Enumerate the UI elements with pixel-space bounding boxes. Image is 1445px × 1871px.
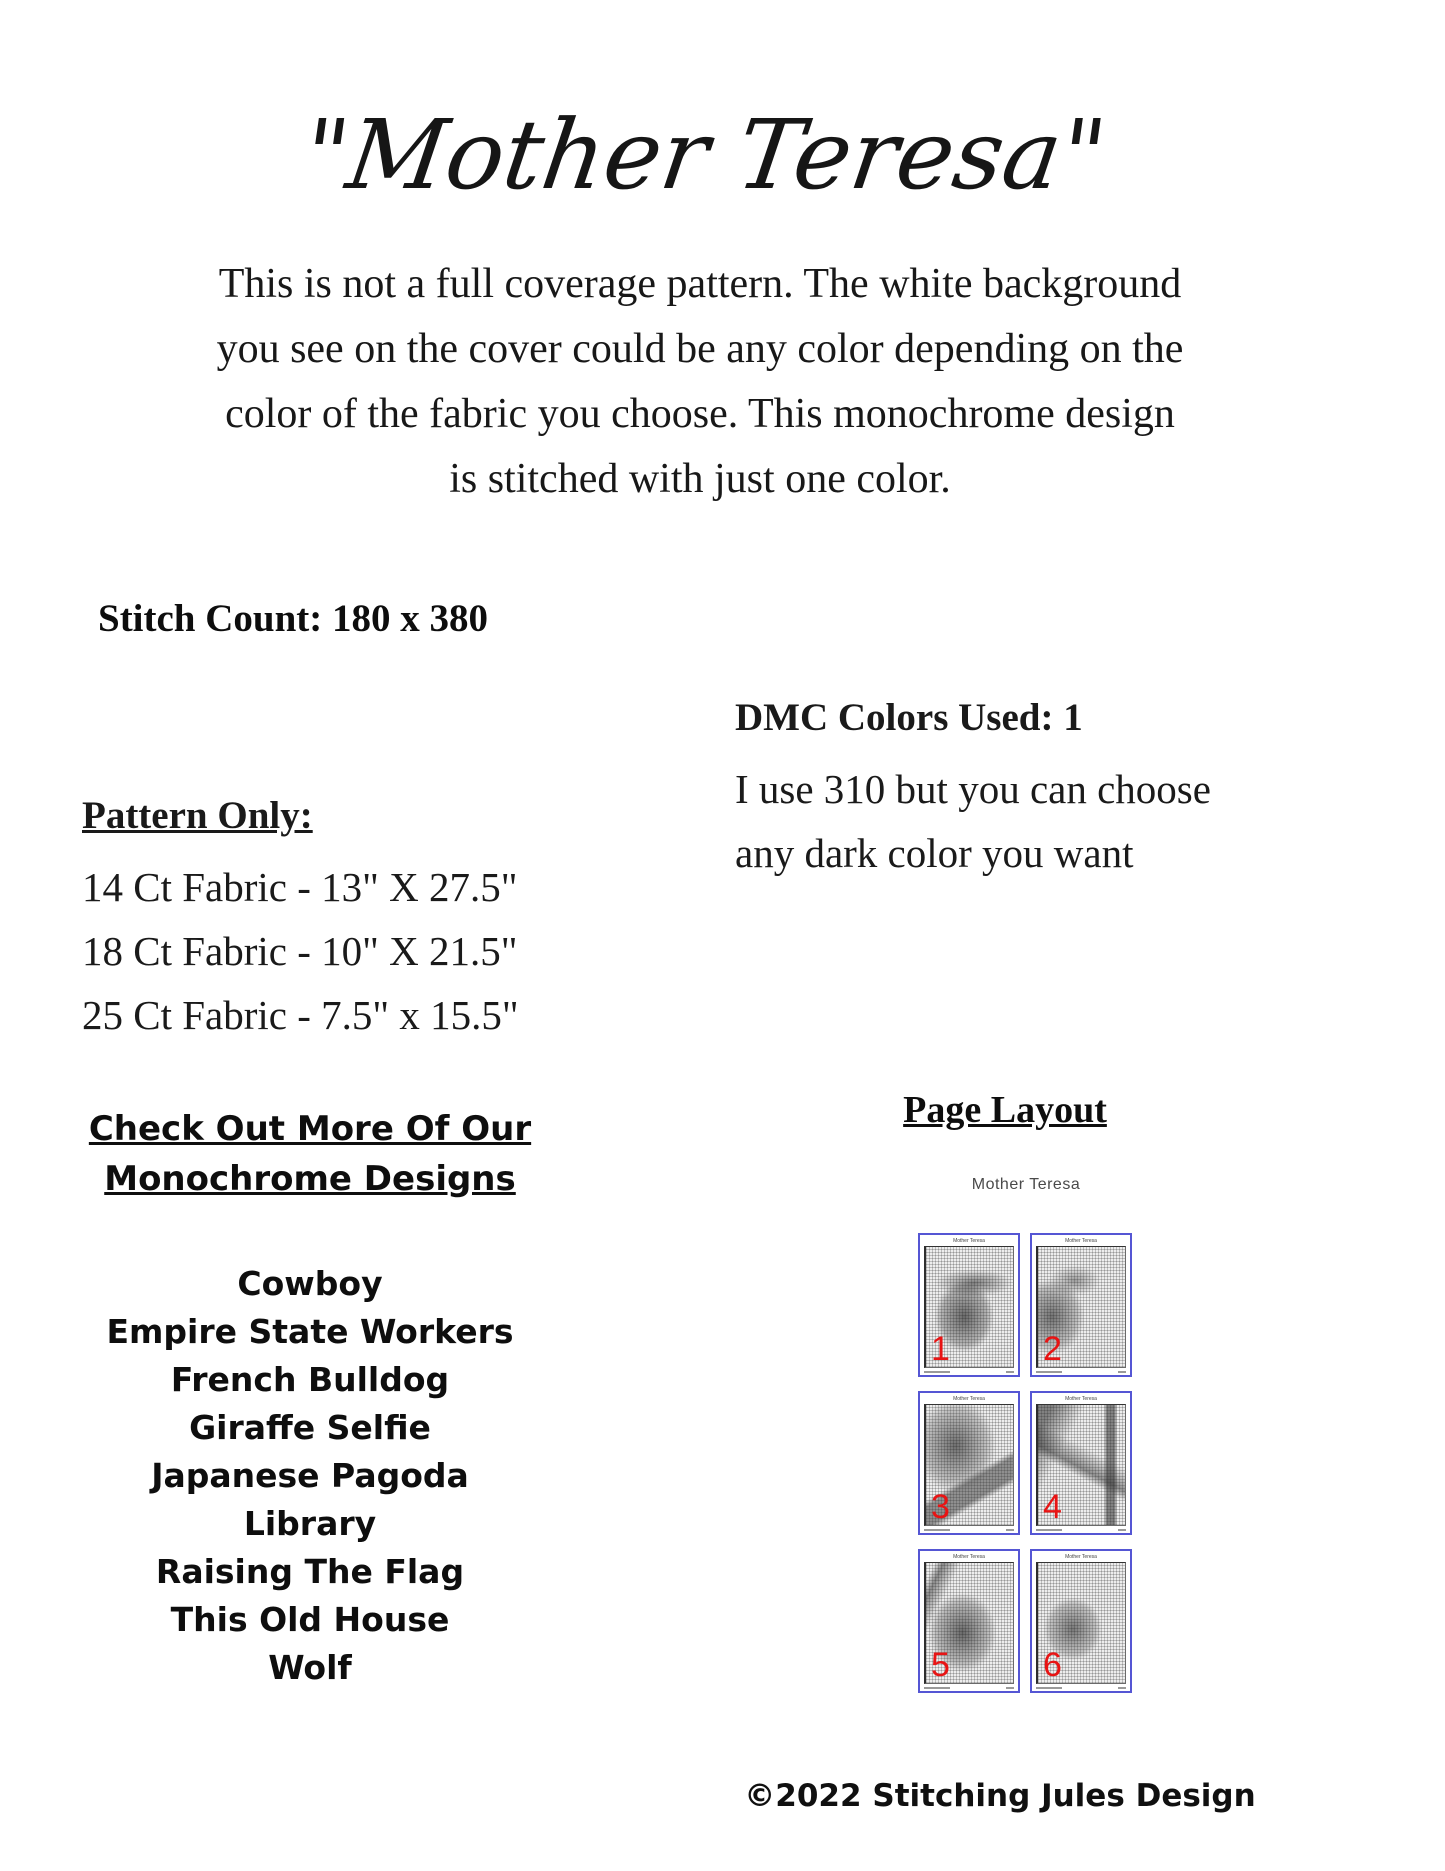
page-number: 5 xyxy=(931,1646,950,1684)
page-layout-heading: Page Layout xyxy=(903,1089,1107,1131)
thumbnail-mini-title: Mother Teresa xyxy=(1065,1238,1097,1244)
thumbnail-footer xyxy=(924,1529,1014,1531)
page-thumbnail-3 xyxy=(918,1391,1020,1535)
footer-mark xyxy=(1036,1371,1062,1373)
page-thumbnail-4 xyxy=(1030,1391,1132,1535)
page-number: 3 xyxy=(931,1488,950,1526)
intro-line: you see on the cover could be any color depending on the xyxy=(216,326,1184,372)
footer-mark xyxy=(1006,1687,1014,1689)
page-thumbnail-5 xyxy=(918,1549,1020,1693)
thumbnail-mini-title: Mother Teresa xyxy=(1065,1396,1097,1402)
footer-mark xyxy=(1118,1529,1126,1531)
more-designs-heading-line: Check Out More Of Our xyxy=(88,1109,532,1149)
design-item: Empire State Workers xyxy=(106,1312,514,1351)
page-thumbnail-1 xyxy=(918,1233,1020,1377)
footer-mark xyxy=(1006,1371,1014,1373)
thumbnail-mini-title: Mother Teresa xyxy=(953,1554,985,1560)
footer-mark xyxy=(924,1687,950,1689)
fabric-size-item: 25 Ct Fabric - 7.5" x 15.5" xyxy=(82,992,519,1038)
design-item: Giraffe Selfie xyxy=(189,1408,431,1447)
thumbnail-mini-title: Mother Teresa xyxy=(953,1238,985,1244)
footer-mark xyxy=(924,1371,950,1373)
footer-mark xyxy=(924,1529,950,1531)
fabric-size-item: 18 Ct Fabric - 10" X 21.5" xyxy=(82,928,518,974)
design-item: Raising The Flag xyxy=(155,1552,465,1591)
design-item: French Bulldog xyxy=(170,1360,450,1399)
page-thumbnail-grid xyxy=(918,1233,1132,1693)
page-number: 2 xyxy=(1043,1330,1062,1368)
dmc-colors-heading: DMC Colors Used: 1 xyxy=(735,696,1083,739)
stitch-grid-preview xyxy=(924,1246,1014,1368)
page-thumbnail-2 xyxy=(1030,1233,1132,1377)
stitch-grid-preview xyxy=(1036,1562,1126,1684)
design-item: This Old House xyxy=(170,1600,450,1639)
intro-line: is stitched with just one color. xyxy=(449,456,951,502)
design-list xyxy=(60,1260,560,1692)
dmc-colors-line: any dark color you want xyxy=(735,830,1134,876)
intro-paragraph xyxy=(20,252,1380,512)
footer-mark xyxy=(1036,1529,1062,1531)
fabric-size-item: 14 Ct Fabric - 13" X 27.5" xyxy=(82,864,518,910)
pattern-only-heading: Pattern Only: xyxy=(82,794,313,837)
pattern-only-section xyxy=(82,793,519,1047)
thumbnail-footer xyxy=(1036,1529,1126,1531)
stitch-grid-preview xyxy=(1036,1246,1126,1368)
stitch-grid-preview xyxy=(1036,1404,1126,1526)
page-thumbnail-6 xyxy=(1030,1549,1132,1693)
footer-mark xyxy=(1006,1529,1014,1531)
footer-mark xyxy=(1118,1687,1126,1689)
thumbnail-mini-title: Mother Teresa xyxy=(953,1396,985,1402)
copyright: ©2022 Stitching Jules Design xyxy=(744,1778,1256,1814)
dmc-colors-section xyxy=(735,695,1211,885)
intro-line: color of the fabric you choose. This monochrome design xyxy=(225,391,1175,437)
more-designs-heading-line: Monochrome Designs xyxy=(104,1159,516,1199)
page-number: 6 xyxy=(1043,1646,1062,1684)
intro-line: This is not a full coverage pattern. The white background xyxy=(218,261,1182,307)
thumbnail-footer xyxy=(924,1687,1014,1689)
design-item: Wolf xyxy=(268,1648,352,1687)
dmc-colors-line: I use 310 but you can choose xyxy=(735,766,1211,812)
thumbnail-mini-title: Mother Teresa xyxy=(1065,1554,1097,1560)
page-title: "Mother Teresa" xyxy=(296,99,1113,212)
footer-mark xyxy=(1118,1371,1126,1373)
design-item: Cowboy xyxy=(237,1264,383,1303)
design-item: Library xyxy=(243,1504,377,1543)
design-item: Japanese Pagoda xyxy=(151,1456,469,1495)
page-number: 1 xyxy=(931,1330,950,1368)
thumbnail-footer xyxy=(1036,1371,1126,1373)
stitch-grid-preview xyxy=(924,1404,1014,1526)
page-number: 4 xyxy=(1043,1488,1062,1526)
stitch-grid-preview xyxy=(924,1562,1014,1684)
thumbnail-footer xyxy=(1036,1687,1126,1689)
footer-mark xyxy=(1036,1687,1062,1689)
preview-title: Mother Teresa xyxy=(971,1176,1081,1193)
more-designs-section xyxy=(60,1104,560,1692)
thumbnail-footer xyxy=(924,1371,1014,1373)
stitch-count: Stitch Count: 180 x 380 xyxy=(98,597,489,640)
